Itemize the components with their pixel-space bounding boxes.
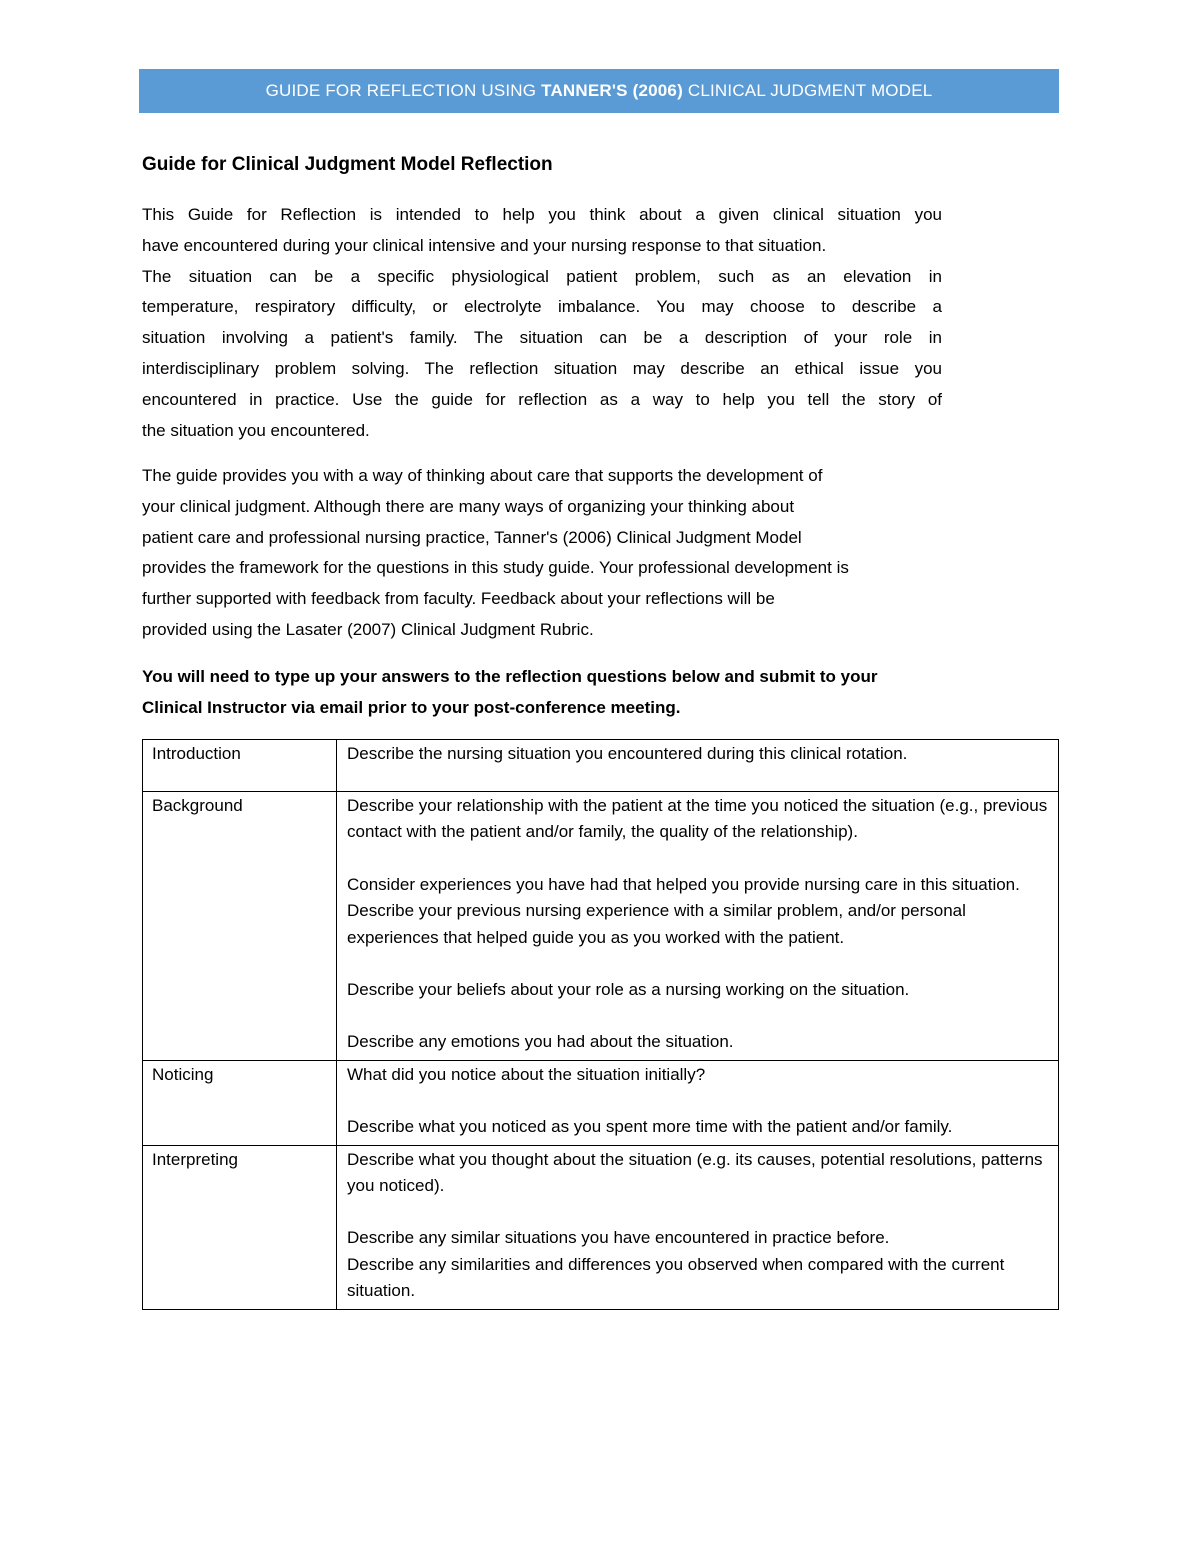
row-paragraph: What did you notice about the situation initially? xyxy=(347,1064,706,1084)
table-row xyxy=(143,1145,1059,1309)
instruction-line: You will need to type up your answers to the reflection questions below and submit to your xyxy=(142,667,878,686)
intro-line: situation involving a patient's family. The situation can be a description of your role in xyxy=(142,328,942,348)
row-label: Noticing xyxy=(143,1060,337,1145)
table-row xyxy=(143,740,1059,792)
table-row xyxy=(143,1060,1059,1145)
table-row xyxy=(143,792,1059,1061)
row-label: Background xyxy=(143,792,337,1061)
intro-line: The situation can be a specific physiological patient problem, such as an elevation in xyxy=(142,266,942,286)
row-label: Interpreting xyxy=(143,1145,337,1309)
row-paragraph: Describe any emotions you had about the situation. xyxy=(347,1032,734,1052)
reflection-table xyxy=(142,739,1059,1310)
document-header-bar xyxy=(139,69,1059,113)
row-paragraph: Describe the nursing situation you encountered during this clinical rotation. xyxy=(347,744,908,763)
guide-line: provides the framework for the questions in this study guide. Your professional development is xyxy=(142,558,849,578)
guide-line: your clinical judgment. Although there are many ways of organizing your thinking about xyxy=(142,496,795,516)
intro-line: the situation you encountered. xyxy=(142,420,370,440)
header-bold: TANNER'S (2006) xyxy=(541,81,683,100)
guide-line: further supported with feedback from faculty. Feedback about your reflections will be xyxy=(142,589,775,609)
row-paragraph: Describe your beliefs about your role as a nursing working on the situation. xyxy=(347,980,910,1000)
header-prefix: GUIDE FOR REFLECTION USING xyxy=(265,81,542,100)
row-paragraph: Describe any similar situations you have encountered in practice before. xyxy=(347,1228,890,1248)
row-paragraph: Describe what you noticed as you spent more time with the patient and/or family. xyxy=(347,1117,953,1137)
row-paragraph: Describe your relationship with the patient at the time you noticed the situation (e.g., previous contact with the patient and/or family, the quality of the relationship). xyxy=(347,796,1048,842)
row-paragraph: Describe any similarities and differences you observed when compared with the current situation. xyxy=(347,1254,1005,1301)
intro-line: This Guide for Reflection is intended to help you think about a given clinical situation you xyxy=(142,205,942,224)
row-paragraph: Describe what you thought about the situation (e.g. its causes, potential resolutions, patterns you noticed). xyxy=(347,1149,1043,1196)
guide-line: The guide provides you with a way of thinking about care that supports the development of xyxy=(142,466,823,485)
row-description xyxy=(337,740,1059,792)
guide-line: patient care and professional nursing practice, Tanner's (2006) Clinical Judgment Model xyxy=(142,527,802,547)
header-suffix: CLINICAL JUDGMENT MODEL xyxy=(682,81,933,100)
page-title: Guide for Clinical Judgment Model Reflection xyxy=(142,154,553,175)
intro-line: encountered in practice. Use the guide for reflection as a way to help you tell the story of xyxy=(142,389,942,409)
row-description xyxy=(337,1145,1059,1309)
intro-paragraph xyxy=(142,200,942,446)
guide-paragraph xyxy=(142,461,982,646)
intro-line: have encountered during your clinical intensive and your nursing response to that situation. xyxy=(142,235,827,255)
row-label: Introduction xyxy=(143,740,337,792)
instruction-paragraph xyxy=(142,662,982,724)
row-paragraph: Consider experiences you have had that helped you provide nursing care in this situation. Describe your previous nursing experience with a similar problem, and/or personal experiences that helped guide you as you worked with the patient. xyxy=(347,874,1020,947)
instruction-line: Clinical Instructor via email prior to your post-conference meeting. xyxy=(142,697,681,717)
intro-line: temperature, respiratory difficulty, or electrolyte imbalance. You may choose to describe a xyxy=(142,297,942,317)
intro-line: interdisciplinary problem solving. The reflection situation may describe an ethical issue you xyxy=(142,358,942,378)
row-description xyxy=(337,1060,1059,1145)
row-description xyxy=(337,792,1059,1061)
guide-line: provided using the Lasater (2007) Clinical Judgment Rubric. xyxy=(142,619,594,639)
